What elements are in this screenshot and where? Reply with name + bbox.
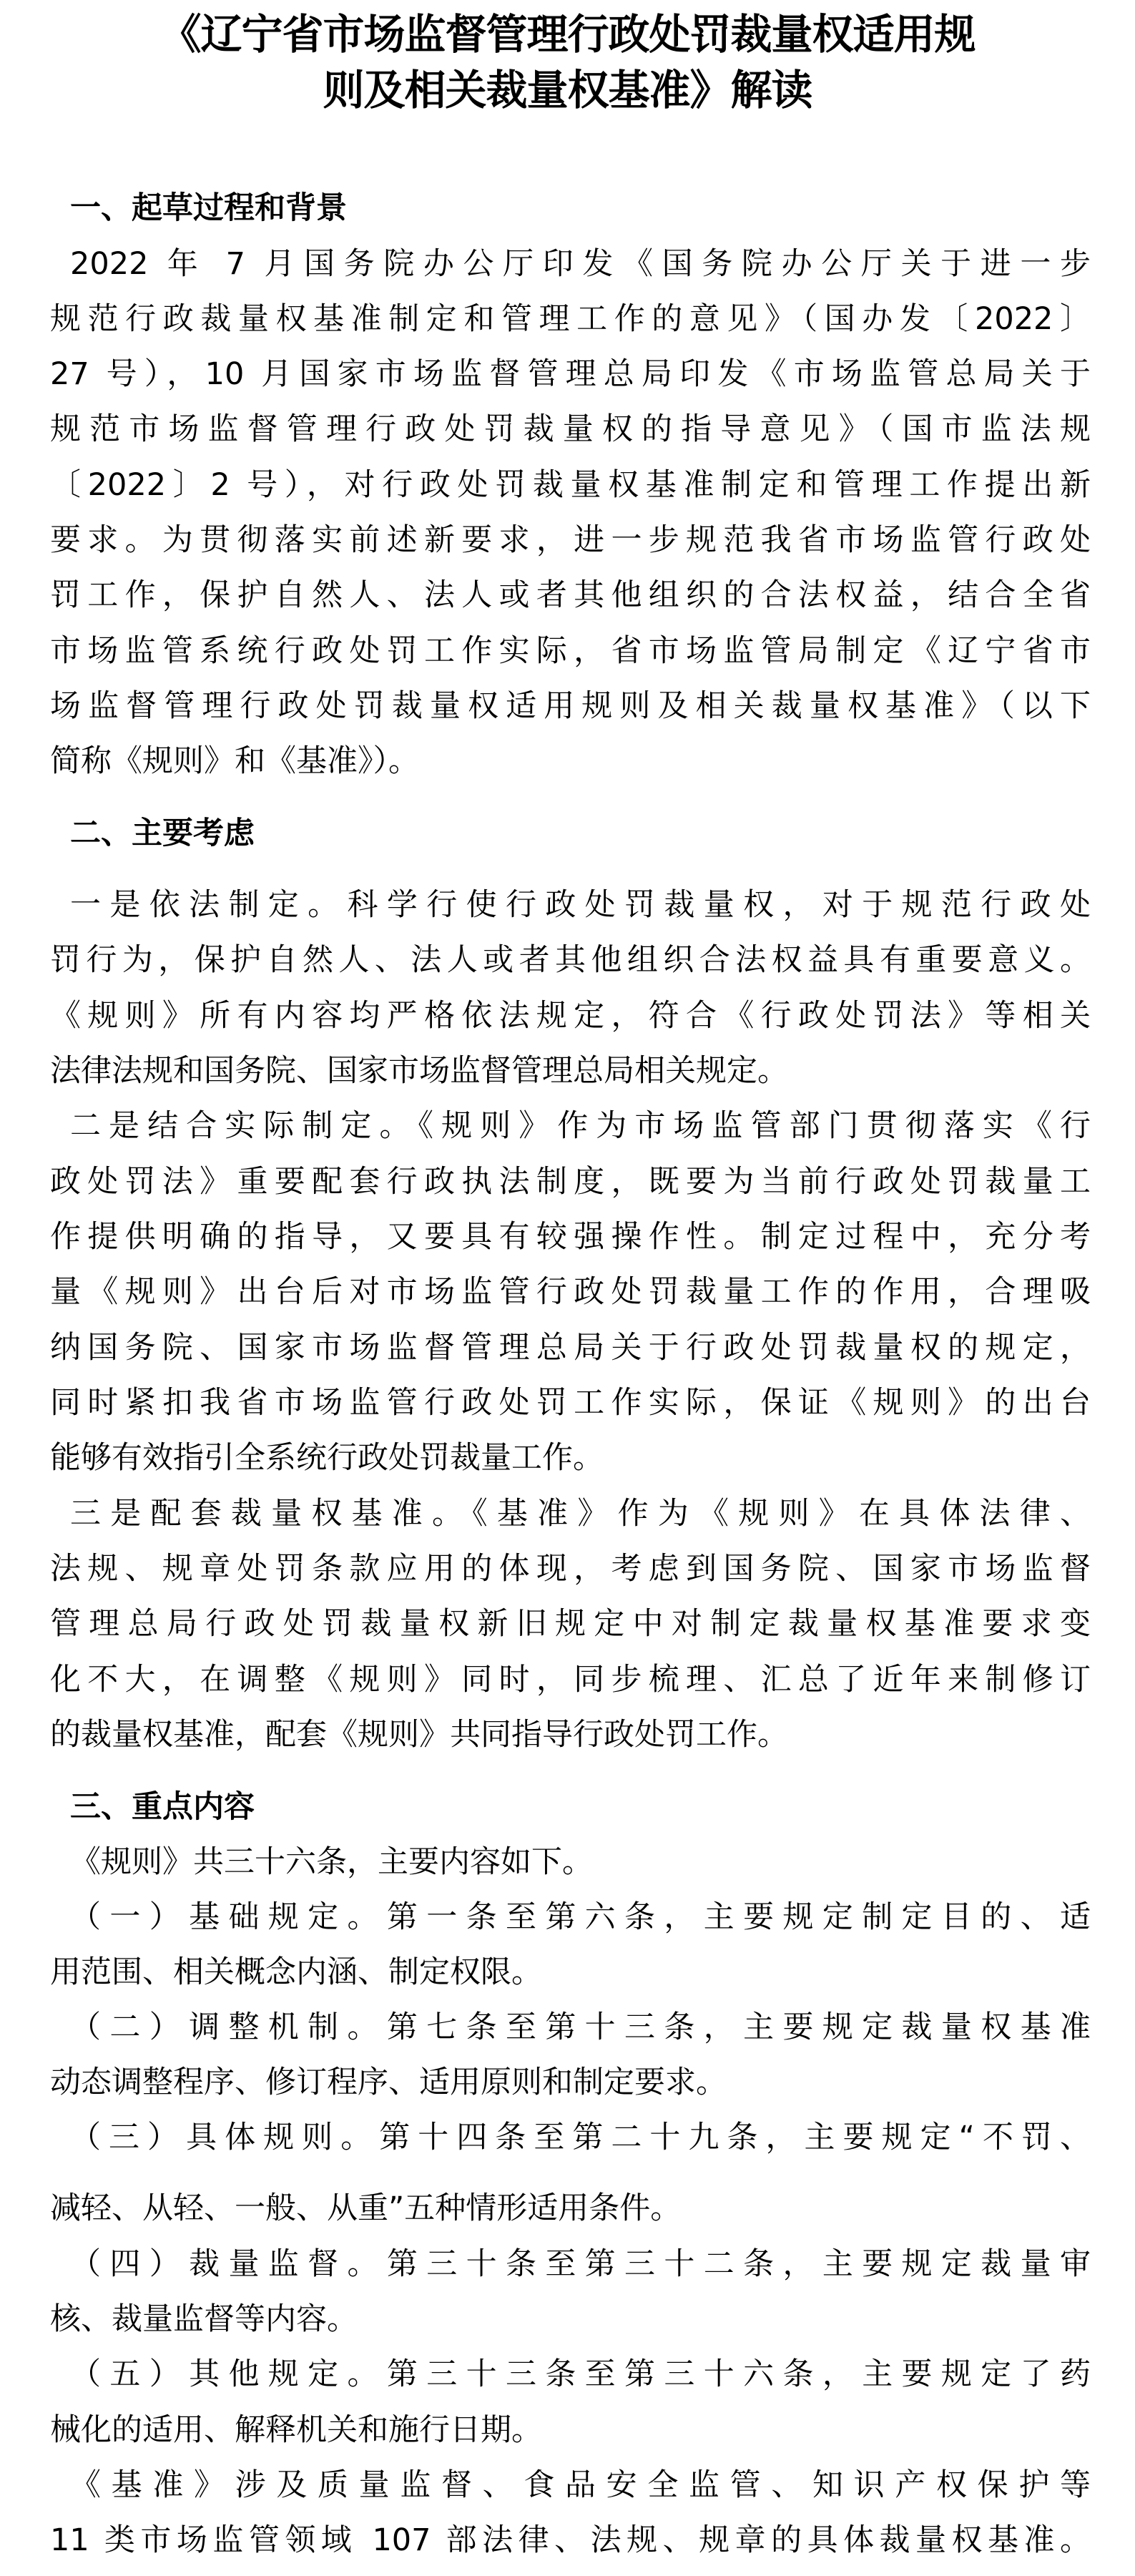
paragraph-line: 减轻、从轻、一般、从重”五种情形适用条件。: [50, 2190, 682, 2226]
paragraph-line: 作提供明确的指导，又要具有较强操作性。制定过程中，充分考: [50, 1219, 1091, 1255]
paragraph-line: 法规、规章处罚条款应用的体现，考虑到国务院、国家市场监督: [50, 1551, 1091, 1587]
paragraph-line: 化不大，在调整《规则》同时，同步梳理、汇总了近年来制修订: [50, 1662, 1091, 1698]
section-heading-considerations: 二、主要考虑: [70, 816, 255, 851]
paragraph-line: 动态调整程序、修订程序、适用原则和制定要求。: [50, 2065, 727, 2100]
paragraph-line: 市场监管系统行政处罚工作实际，省市场监管局制定《辽宁省市: [50, 633, 1091, 669]
document-title-line-1: 《辽宁省市场监督管理行政处罚裁量权适用规: [159, 10, 976, 59]
paragraph-line: 一是依法制定。科学行使行政处罚裁量权，对于规范行政处: [70, 887, 1091, 923]
paragraph-line: 法律法规和国务院、国家市场监督管理总局相关规定。: [50, 1053, 788, 1089]
paragraph-line: 纳国务院、国家市场监督管理总局关于行政处罚裁量权的规定，: [50, 1330, 1091, 1366]
paragraph-line: 要求。为贯彻落实前述新要求，进一步规范我省市场监管行政处: [50, 522, 1091, 558]
paragraph-line: 罚行为，保护自然人、法人或者其他组织合法权益具有重要意义。: [50, 942, 1091, 978]
paragraph-line: 二是结合实际制定。《规则》作为市场监管部门贯彻落实《行: [70, 1108, 1091, 1144]
paragraph-line: 11 类市场监管领域 107 部法律、法规、规章的具体裁量权基准。: [50, 2522, 1091, 2558]
paragraph-line: （四）裁量监督。第三十条至第三十二条，主要规定裁量审: [70, 2246, 1091, 2282]
paragraph-line: 简称《规则》和《基准》）。: [50, 743, 419, 779]
section-heading-background: 一、起草过程和背景: [70, 190, 347, 226]
paragraph-line: （五）其他规定。第三十三条至第三十六条，主要规定了药: [70, 2356, 1091, 2392]
paragraph-line: （二）调整机制。第七条至第十三条，主要规定裁量权基准: [70, 2009, 1091, 2045]
paragraph-line: 场监督管理行政处罚裁量权适用规则及相关裁量权基准》（以下: [50, 688, 1091, 724]
paragraph-line: 〔2022〕2 号），对行政处罚裁量权基准制定和管理工作提出新: [50, 467, 1091, 503]
paragraph-line: （一）基础规定。第一条至第六条，主要规定制定目的、适: [70, 1899, 1091, 1935]
paragraph-line: 规范市场监督管理行政处罚裁量权的指导意见》（国市监法规: [50, 411, 1091, 447]
paragraph-line: 三是配套裁量权基准。《基准》作为《规则》在具体法律、: [70, 1496, 1091, 1532]
paragraph-line: 《规则》共三十六条，主要内容如下。: [70, 1844, 593, 1880]
paragraph-line: 罚工作，保护自然人、法人或者其他组织的合法权益，结合全省: [50, 577, 1091, 613]
paragraph-line: （三）具体规则。第十四条至第二十九条，主要规定“不罚、: [70, 2120, 1091, 2155]
paragraph-line: 能够有效指引全系统行政处罚裁量工作。: [50, 1440, 604, 1476]
paragraph-line: 规范行政裁量权基准制定和管理工作的意见》（国办发〔2022〕: [50, 301, 1091, 337]
paragraph-line: 《基准》涉及质量监督、食品安全监管、知识产权保护等: [70, 2467, 1091, 2503]
paragraph-line: 同时紧扣我省市场监管行政处罚工作实际，保证《规则》的出台: [50, 1385, 1091, 1421]
paragraph-line: 管理总局行政处罚裁量权新旧规定中对制定裁量权基准要求变: [50, 1606, 1091, 1642]
section-heading-key-content: 三、重点内容: [70, 1789, 255, 1825]
paragraph-line: 用范围、相关概念内涵、制定权限。: [50, 1954, 542, 1990]
paragraph-line: 27 号），10 月国家市场监督管理总局印发《市场监管总局关于: [50, 356, 1091, 392]
paragraph-line: 2022 年 7 月国务院办公厅印发《国务院办公厅关于进一步: [70, 246, 1091, 282]
paragraph-line: 核、裁量监督等内容。: [50, 2301, 358, 2337]
document-title-line-2: 则及相关裁量权基准》解读: [323, 66, 812, 114]
paragraph-line: 的裁量权基准，配套《规则》共同指导行政处罚工作。: [50, 1717, 788, 1753]
paragraph-line: 量《规则》出台后对市场监管行政处罚裁量工作的作用，合理吸: [50, 1274, 1091, 1310]
paragraph-line: 《规则》所有内容均严格依法规定，符合《行政处罚法》等相关: [50, 998, 1091, 1034]
paragraph-line: 械化的适用、解释机关和施行日期。: [50, 2412, 542, 2448]
paragraph-line: 政处罚法》重要配套行政执法制度，既要为当前行政处罚裁量工: [50, 1164, 1091, 1200]
